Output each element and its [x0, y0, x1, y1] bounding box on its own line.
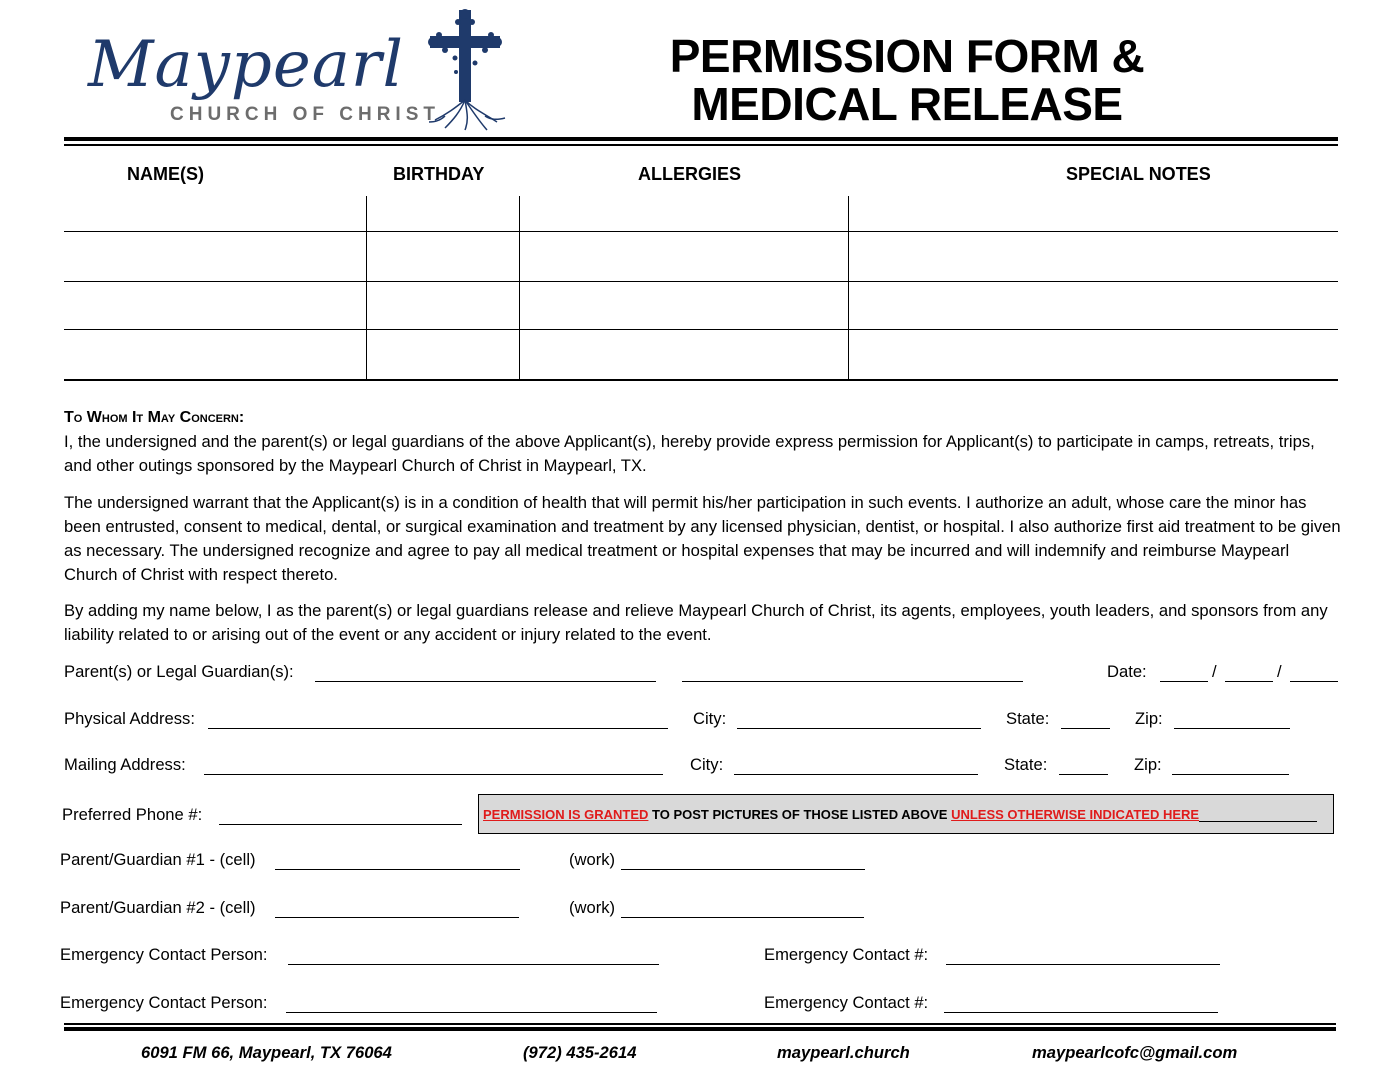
guardian-name-line-2[interactable]	[682, 681, 1023, 682]
mailing-state-label: State:	[1004, 755, 1048, 774]
intro-block	[64, 406, 1344, 478]
special-notes-cell[interactable]	[848, 282, 1338, 329]
unless-indicated-text: UNLESS OTHERWISE INDICATED HERE	[951, 807, 1200, 822]
mailing-address-label: Mailing Address:	[64, 755, 186, 774]
guardian2-work-label: (work)	[569, 898, 616, 917]
bottom-rule-thick	[64, 1027, 1336, 1031]
name-cell[interactable]	[64, 282, 366, 329]
date-year-line[interactable]	[1290, 681, 1338, 682]
post-pictures-text: TO POST PICTURES OF THOSE LISTED ABOVE	[648, 807, 952, 822]
birthday-cell[interactable]	[366, 282, 519, 329]
guardian2-cell-label: Parent/Guardian #2 - (cell)	[60, 898, 256, 917]
physical-zip-label: Zip:	[1135, 709, 1163, 728]
emergency-number-label-1: Emergency Contact #:	[764, 945, 929, 964]
birthday-cell[interactable]	[366, 196, 519, 231]
paragraph-medical: The undersigned warrant that the Applicant(s) is in a condition of health that will permit his/her participation in such events. I authorize an adult, whose care the minor has been entrusted, consent to medical, dental, or surgical examination and treatment by any licensed physician, dentist, or hospital. I also authorize first aid treatment to be given as necessary. The undersigned recognize and agree to pay all medical treatment or hospital expenses that may be incurred and will indemnify and reimburse Maypearl Church of Christ with respect thereto.	[64, 493, 1341, 584]
date-label: Date:	[1107, 662, 1147, 681]
physical-zip-line[interactable]	[1174, 728, 1290, 729]
footer-address: 6091 FM 66, Maypearl, TX 76064	[141, 1043, 392, 1062]
footer-website[interactable]: maypearl.church	[777, 1043, 910, 1062]
column-header-names: NAME(S)	[127, 164, 204, 184]
mailing-state-line[interactable]	[1059, 774, 1108, 775]
salutation: To Whom It May Concern:	[64, 409, 245, 426]
date-day-line[interactable]	[1225, 681, 1273, 682]
mailing-zip-line[interactable]	[1172, 774, 1289, 775]
guardian2-cell-line[interactable]	[275, 917, 519, 918]
mailing-address-line[interactable]	[204, 774, 663, 775]
guardian2-work-line[interactable]	[621, 917, 864, 918]
guardian1-cell-line[interactable]	[275, 869, 520, 870]
table-row	[64, 232, 1338, 281]
guardian1-cell-label: Parent/Guardian #1 - (cell)	[60, 850, 256, 869]
physical-city-label: City:	[693, 709, 727, 728]
logo-script-text: Maypearl	[88, 28, 404, 102]
date-separator: /	[1212, 662, 1217, 681]
form-title-line1: PERMISSION FORM &	[669, 30, 1145, 82]
mailing-city-label: City:	[690, 755, 724, 774]
column-header-allergies: ALLERGIES	[638, 164, 742, 184]
preferred-phone-label: Preferred Phone #:	[62, 805, 203, 824]
table-row	[64, 282, 1338, 329]
birthday-cell[interactable]	[366, 232, 519, 281]
physical-address-line[interactable]	[208, 728, 668, 729]
paragraph-liability: By adding my name below, I as the parent(s) or legal guardians release and relieve Maypearl Church of Christ, its agents, employees, youth leaders, and sponsors from any liability related to or arising out of the event or any accident or injury related to the event.	[64, 601, 1328, 644]
emergency-number-line-1[interactable]	[946, 964, 1220, 965]
allergies-cell[interactable]	[519, 282, 848, 329]
logo-subtitle: CHURCH OF CHRIST	[170, 104, 440, 125]
guardians-label: Parent(s) or Legal Guardian(s):	[64, 662, 294, 681]
date-month-line[interactable]	[1160, 681, 1208, 682]
emergency-number-label-2: Emergency Contact #:	[764, 993, 929, 1012]
photo-opt-out-line[interactable]	[1199, 821, 1317, 822]
birthday-cell[interactable]	[366, 330, 519, 379]
date-separator: /	[1277, 662, 1282, 681]
form-title	[627, 32, 1187, 128]
photo-permission-notice	[478, 794, 1334, 834]
footer-phone: (972) 435-2614	[523, 1043, 637, 1062]
special-notes-cell[interactable]	[848, 232, 1338, 281]
emergency-person-label-1: Emergency Contact Person:	[60, 945, 268, 964]
allergies-cell[interactable]	[519, 330, 848, 379]
bottom-rule-thin	[64, 1023, 1336, 1025]
column-header-birthday: BIRTHDAY	[393, 164, 485, 184]
top-rule-thick	[64, 137, 1338, 141]
physical-state-label: State:	[1006, 709, 1050, 728]
emergency-person-label-2: Emergency Contact Person:	[60, 993, 268, 1012]
emergency-number-line-2[interactable]	[944, 1012, 1218, 1013]
allergies-cell[interactable]	[519, 232, 848, 281]
table-row-line	[64, 379, 1338, 381]
emergency-person-line-2[interactable]	[286, 1012, 657, 1013]
emergency-person-line-1[interactable]	[288, 964, 659, 965]
physical-state-line[interactable]	[1061, 728, 1110, 729]
allergies-cell[interactable]	[519, 196, 848, 231]
form-title-line2: MEDICAL RELEASE	[691, 78, 1123, 130]
footer-email[interactable]: maypearlcofc@gmail.com	[1032, 1043, 1238, 1062]
table-row	[64, 196, 1338, 231]
photo-permission-text	[483, 807, 1199, 822]
name-cell[interactable]	[64, 196, 366, 231]
physical-city-line[interactable]	[737, 728, 981, 729]
physical-address-label: Physical Address:	[64, 709, 195, 728]
table-row	[64, 330, 1338, 379]
special-notes-cell[interactable]	[848, 196, 1338, 231]
guardian1-work-label: (work)	[569, 850, 616, 869]
logo	[70, 8, 510, 133]
paragraph-permission: I, the undersigned and the parent(s) or legal guardians of the above Applicant(s), hereby provide express permission for Applicant(s) to participate in camps, retreats, trips, and other outings sponsored by the Maypearl Church of Christ in Maypearl, TX.	[64, 432, 1315, 475]
preferred-phone-line[interactable]	[219, 824, 462, 825]
mailing-zip-label: Zip:	[1134, 755, 1162, 774]
top-rule-thin	[64, 144, 1338, 146]
cross-tree-icon	[425, 8, 510, 133]
mailing-city-line[interactable]	[734, 774, 978, 775]
permission-granted-text: PERMISSION IS GRANTED	[483, 807, 649, 822]
guardian-name-line-1[interactable]	[315, 681, 656, 682]
name-cell[interactable]	[64, 330, 366, 379]
column-header-special-notes: SPECIAL NOTES	[1066, 164, 1211, 184]
name-cell[interactable]	[64, 232, 366, 281]
guardian1-work-line[interactable]	[621, 869, 865, 870]
special-notes-cell[interactable]	[848, 330, 1338, 379]
